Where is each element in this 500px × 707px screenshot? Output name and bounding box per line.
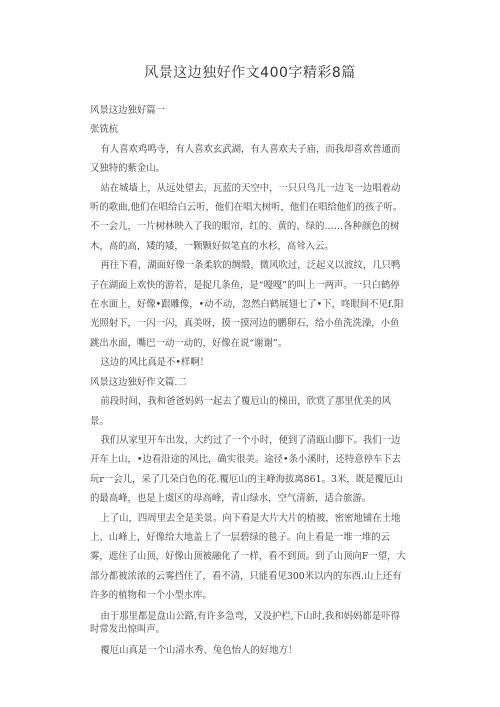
author-name: 张铣杭 <box>90 124 119 136</box>
paragraph: 由于那里都是盘山公路,有许多急弯，又没护栏,下山时,我和妈妈都是吓得时常发出惊叫声。 <box>90 610 400 635</box>
section-heading-1: 风景这边独好篇一 <box>90 105 166 116</box>
paragraph: 有人喜欢鸡鸣寺，有人喜欢玄武湖，有人喜欢夫子庙，而我却喜欢普通而又独特的紫金山。 <box>90 143 401 175</box>
paragraph: 站在城墙上，从远处望去，瓦蓝的天空中，一只只鸟儿一边飞一边唱着动听的歌曲,他们在唱给白云听，他们在唱大树听，他们在唱给他们的孩子听。不一会儿，一片树林映入了我的眼帘，红的、黄的、绿的……各种颜色的树木，高的高，矮的矮，一颗颗好似笔直的水杉，高耸入云。 <box>90 182 403 252</box>
document-body <box>90 101 408 660</box>
paragraph: 上了山，四周里去全是美景。向下看是大片大片的植被，密密地铺在土地上、山峰上，好像给大地盖上了一层碧绿的毯子。向上看是一堆一堆的云雾，遮住了山顶，好像山顶被融化了一样，看不到顶。到了山顶向F一望，大部分都被浓浓的云雾挡住了，看不清，只能看见300米以内的东西.山上还有许多的植物和一个小型水库。 <box>90 512 406 602</box>
paragraph: 再往下看，湖面好像一条柔软的绸缎，微风吹过，泛起义以波纹，几只鸭子在湖面上欢快的游若，是捉几条鱼，是“嘎嘎”的叫上一两声。一只白鹤停在水面上，好像•跟雕像，•动不动，忽然白鹤展翅七了•下，咚眼间不见f.阳光照射下，一闪一闪，真美呀，摸一摸河边的鹏卵石，给小鱼洗洗澡，小鱼跳出水面，嘴巴一动一动的，好像在说“谢谢”。 <box>90 260 404 349</box>
section-heading-2: 风景这边独好作文篇.二 <box>90 376 187 388</box>
document-title: 风景这边独好作文400字精彩8篇 <box>144 65 356 81</box>
paragraph: 前段时间，我和爸爸妈妈一起去了覆卮山的梯田，欣赏了那里优美的风景。 <box>90 396 391 427</box>
paragraph: 覆厄山真是一个山清水秀、兔色怡人的好地方！ <box>100 644 298 656</box>
paragraph: 这边的风比真是不•样啊！ <box>100 357 209 369</box>
paragraph: 我们从家里开车出发，大约过了一个小时，便到了清瓯山脚下。我们一边开车上山，•边看沿途的风比，确实很美。途径•条小溪时，还特意停车下去玩r一会儿，采了几朵白色的花.覆厄山的主峰海拔离861。3米，既是覆厄山的最高峰，也是上虞区的母高峰，青山绿水，空气清新，适合旅游。 <box>90 434 403 505</box>
